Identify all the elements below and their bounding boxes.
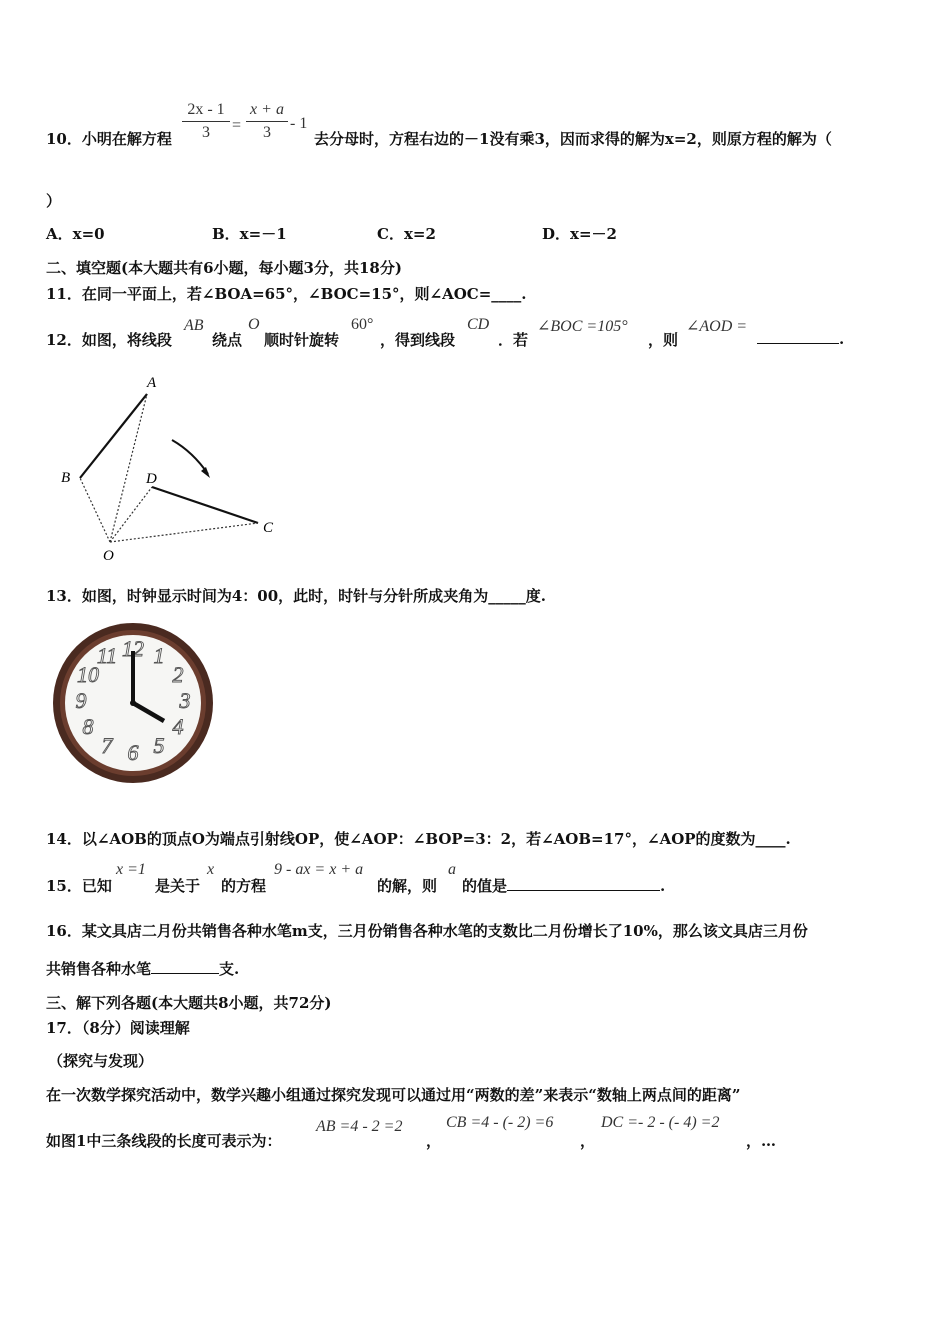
clock-numeral-4: 4 <box>172 714 184 740</box>
label-c: C <box>263 520 274 536</box>
clock-figure <box>50 620 216 786</box>
q10-fraction-right <box>246 101 288 142</box>
q17-ellipsis: ，… <box>746 1132 777 1150</box>
q17-comma-1: ， <box>426 1132 442 1150</box>
clock-numeral-2: 2 <box>172 662 184 688</box>
clock-numeral-1: 1 <box>153 643 165 669</box>
q10-option-c: C．x=2 <box>377 225 436 243</box>
q12-text-3: ，得到线段 <box>380 331 456 349</box>
q15-text-1: 是关于 <box>155 877 201 895</box>
q15-end: . <box>660 877 666 895</box>
q16-line-2-suffix: 支. <box>219 960 240 978</box>
q10-frac1-denominator: 3 <box>202 124 210 141</box>
q13-text: 13．如图，时钟显示时间为4：00，此时，时针与分针所成夹角为_____度. <box>46 587 546 605</box>
q12-angle-boc: ∠BOC =105° <box>537 318 628 335</box>
clock-numeral-8: 8 <box>82 714 94 740</box>
q10-option-a: A．x=0 <box>46 225 105 243</box>
dashed-oc <box>110 523 258 542</box>
q12-degree: 60° <box>351 316 374 333</box>
q16-line-2 <box>46 958 239 979</box>
q12-answer-blank <box>757 329 844 348</box>
q12-segment-cd: CD <box>467 316 490 333</box>
q15-equation: 9 - ax = x + a <box>274 861 364 878</box>
q15-text-4 <box>462 875 665 896</box>
q10-equals: = <box>232 117 242 134</box>
label-a: A <box>147 375 157 391</box>
section3-heading: 三、解下列各题(本大题共8小题，共72分) <box>46 994 332 1012</box>
q17-ab-expr: AB =4 - 2 =2 <box>316 1118 403 1135</box>
q10-frac2-denominator: 3 <box>263 124 271 141</box>
segment-dc <box>152 487 258 523</box>
q10-option-b: B．x=－1 <box>212 225 287 243</box>
q10-frac1-numerator: 2x - 1 <box>187 101 225 118</box>
dashed-ob <box>80 478 110 542</box>
q15-prefix: 15．已知 <box>46 877 112 895</box>
q12-prefix: 12．如图，将线段 <box>46 331 172 349</box>
section2-heading: 二、填空题(本大题共有6小题，每小题3分，共18分) <box>46 259 402 277</box>
q15-a: a <box>448 861 456 878</box>
clock-numeral-11: 11 <box>96 643 118 669</box>
q15-text-3: 的解，则 <box>377 877 438 895</box>
q15-text-4-label: 的值是 <box>462 877 508 895</box>
label-o: O <box>103 548 114 564</box>
rotation-arrowhead <box>201 467 210 478</box>
q10-prefix: 10．小明在解方程 <box>46 130 172 148</box>
q15-x-equals-1: x =1 <box>116 861 146 878</box>
q15-text-2: 的方程 <box>221 877 267 895</box>
label-b: B <box>61 470 71 486</box>
label-d: D <box>146 471 157 487</box>
q10-minus-one: - 1 <box>290 115 308 132</box>
q12-angle-aod: ∠AOD = <box>686 318 748 335</box>
clock-numeral-3: 3 <box>179 688 191 714</box>
q12-text-2: 顺时针旋转 <box>264 331 340 349</box>
q12-text-4: ．若 <box>498 331 529 349</box>
clock-numeral-9: 9 <box>75 688 87 714</box>
q10-frac2-numerator: x + a <box>250 101 284 118</box>
clock-numeral-5: 5 <box>153 733 165 759</box>
q12-segment-ab: AB <box>184 317 204 334</box>
q10-fraction-left <box>182 101 230 142</box>
q17-title: 17．（8分）阅读理解 <box>46 1019 190 1037</box>
clock-numeral-10: 10 <box>77 662 99 688</box>
q16-line-2-prefix: 共销售各种水笔 <box>46 960 152 978</box>
q10-option-d: D．x=－2 <box>542 225 617 243</box>
q16-line-1: 16．某文具店二月份共销售各种水笔m支，三月份销售各种水笔的支数比二月份增长了10%，那么该文具店三月份 <box>46 922 808 940</box>
q15-x: x <box>207 861 215 878</box>
q14-text: 14．以∠AOB的顶点O为端点引射线OP，使∠AOP：∠BOP=3：2，若∠AOB=17°，∠AOP的度数为____. <box>46 830 791 848</box>
q17-paragraph-1: 在一次数学探究活动中，数学兴趣小组通过探究发现可以通过用“两数的差”来表示“数轴上两点间的距离” <box>46 1086 741 1104</box>
q10-close-paren: ） <box>46 192 62 210</box>
q12-point-o: O <box>248 316 260 333</box>
clock-numeral-12: 12 <box>122 636 144 662</box>
q12-text-5: ，则 <box>648 331 679 349</box>
rotation-arrow <box>172 440 208 474</box>
q17-subtitle: （探究与发现） <box>48 1052 154 1070</box>
q17-comma-2: ， <box>580 1132 596 1150</box>
q17-p2-prefix: 如图1中三条线段的长度可表示为： <box>46 1132 282 1150</box>
q17-dc-expr: DC =- 2 - (- 4) =2 <box>601 1114 720 1131</box>
q17-cb-expr: CB =4 - (- 2) =6 <box>446 1114 554 1131</box>
q12-end: . <box>839 330 845 348</box>
q11-text: 11．在同一平面上，若∠BOA=65°，∠BOC=15°，则∠AOC=____. <box>46 285 527 303</box>
clock-center <box>130 700 136 706</box>
q12-text-1: 绕点 <box>212 331 243 349</box>
clock-numeral-6: 6 <box>127 740 139 766</box>
clock-numeral-7: 7 <box>101 733 113 759</box>
q12-figure <box>55 370 290 565</box>
q10-suffix: 去分母时，方程右边的－1没有乘3，因而求得的解为x=2，则原方程的解为（ <box>314 130 832 148</box>
